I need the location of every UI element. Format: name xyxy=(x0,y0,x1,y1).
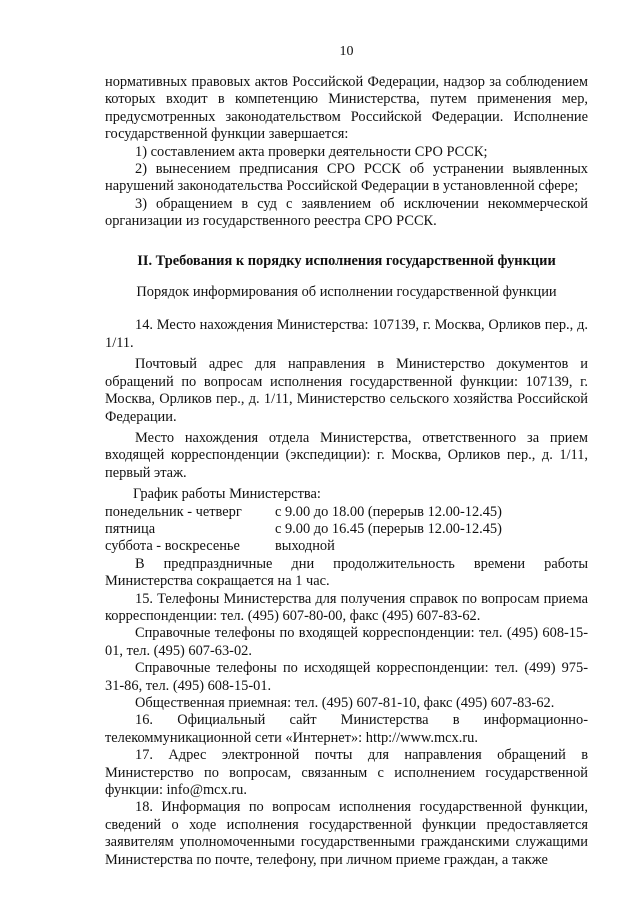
outgoing-phones-paragraph: Справочные телефоны по исходящей корреспонденции: тел. (499) 975-31-86, тел. (495) 608-15-01. xyxy=(105,660,588,694)
schedule-row xyxy=(105,504,588,521)
schedule-row xyxy=(105,521,588,538)
subsection-heading: Порядок информирования об исполнении государственной функции xyxy=(136,284,557,301)
postal-address-paragraph: Почтовый адрес для направления в Министерство документов и обращений по вопросам исполнения государственной функции: 107139, г. Москва, Орликов пер., д. 1/11, Министерство сельского хозяйства Российской Федерации. xyxy=(105,356,588,425)
department-location-paragraph: Место нахождения отдела Министерства, ответственного за прием входящей корреспонденции (экспедиции): г. Москва, Орликов пер., д. 1/11, первый этаж. xyxy=(105,429,588,481)
schedule-hours: выходной xyxy=(275,538,335,555)
incoming-phones-paragraph: Справочные телефоны по входящей корреспонденции: тел. (495) 608-15-01, тел. (495) 607-63-02. xyxy=(105,625,588,659)
completion-item-2: 2) вынесением предписания СРО РССК об устранении выявленных нарушений законодательства Российской Федерации в установленной сфере; xyxy=(105,161,588,195)
schedule-title: График работы Министерства: xyxy=(133,486,321,503)
paragraph-17: 17. Адрес электронной почты для направления обращений в Министерство по вопросам, связанным с исполнением государственной функции: info@mcx.ru. xyxy=(105,747,588,799)
paragraph-15: 15. Телефоны Министерства для получения справок по вопросам приема корреспонденции: тел. (495) 607-80-00, факс (495) 607-83-62. xyxy=(105,590,588,624)
public-reception-paragraph: Общественная приемная: тел. (495) 607-81-10, факс (495) 607-83-62. xyxy=(135,695,555,711)
paragraph-18: 18. Информация по вопросам исполнения государственной функции, сведений о ходе исполнения государственной функции предоставляется заявителям уполномоченными государственными гражданскими служащими Министерства по почте, телефону, при личном приеме граждан, а также xyxy=(105,799,588,868)
section-heading: II. Требования к порядку исполнения государственной функции xyxy=(137,252,556,269)
paragraph-14: 14. Место нахождения Министерства: 107139, г. Москва, Орликов пер., д. 1/11. xyxy=(105,317,588,351)
schedule-days: суббота - воскресенье xyxy=(105,538,240,555)
schedule-row xyxy=(105,538,588,555)
completion-item-1: 1) составлением акта проверки деятельности СРО РССК; xyxy=(135,143,488,160)
intro-paragraph: нормативных правовых актов Российской Федерации, надзор за соблюдением которых входит в компетенцию Министерства, путем применения мер, предусмотренных законодательством Российской Федерации. Исполнение государственной функции завершается: xyxy=(105,74,588,143)
schedule-days: пятница xyxy=(105,520,156,537)
document-body xyxy=(105,74,588,869)
paragraph-16: 16. Официальный сайт Министерства в информационно-телекоммуникационной сети «Интернет»: http://www.mcx.ru. xyxy=(105,712,588,746)
schedule-hours: с 9.00 до 16.45 (перерыв 12.00-12.45) xyxy=(275,520,502,537)
pre-holiday-paragraph: В предпраздничные дни продолжительность времени работы Министерства сокращается на 1 час. xyxy=(105,555,588,590)
page-number: 10 xyxy=(339,44,354,59)
completion-item-3: 3) обращением в суд с заявлением об исключении некоммерческой организации из государственного реестра СРО РССК. xyxy=(105,195,588,230)
schedule-hours: с 9.00 до 18.00 (перерыв 12.00-12.45) xyxy=(275,503,502,520)
schedule-days: понедельник - четверг xyxy=(105,503,242,520)
